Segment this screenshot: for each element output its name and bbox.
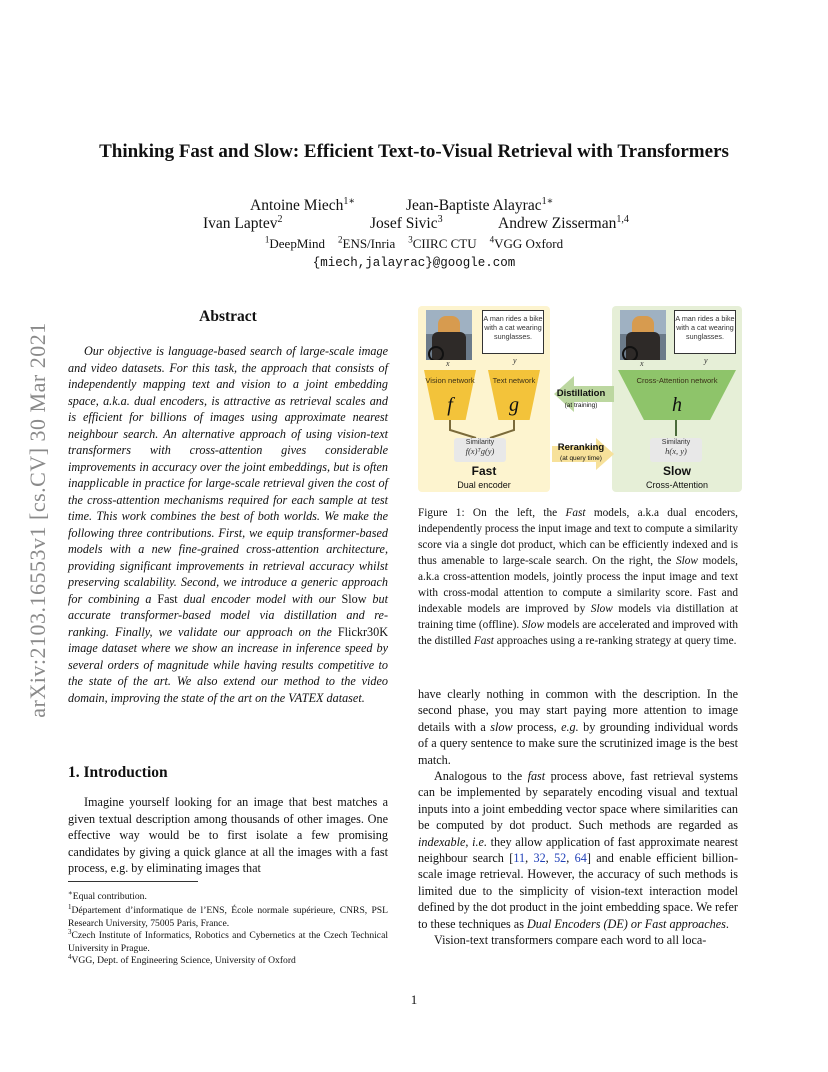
var-x-slow: x <box>640 359 644 368</box>
text-network-symbol: g <box>509 394 519 416</box>
figure-1-caption: Figure 1: On the left, the Fast models, a.k.a dual encoders, independently process the input image and text to compute a similarity score via a single dot product, which can be efficiently indexed and is thus amenable to large-scale search. On the right, the Slow models, a.k.a cross-attention models, jointly process the input image and text with cross-modal attention to compute a similarity score. Fast and indexable models are improved by Slow models via distillation at training time (offline). Slow models are accelerated and improved with the distilled Fast approaches using a re-ranking strategy at query time. <box>418 507 738 647</box>
var-x-fast: x <box>446 359 450 368</box>
reranking-note: (at query time) <box>560 455 602 462</box>
cross-attention-label: Cross-Attention network <box>636 376 718 385</box>
section-heading-introduction: 1. Introduction <box>68 764 168 781</box>
vision-network-symbol: f <box>447 394 453 416</box>
right-column-body <box>418 686 738 949</box>
input-caption-slow: A man rides a bike with a cat wearing sunglasses. <box>674 310 736 354</box>
affiliation-2: $^2$ENS/Inria <box>338 235 396 252</box>
citation-link[interactable]: 32 <box>533 851 546 866</box>
cross-attention-symbol: h <box>672 394 682 416</box>
slow-similarity-label: Similarity <box>661 439 691 446</box>
var-y-slow: y <box>704 356 708 365</box>
affiliation-1: $^1$DeepMind <box>264 235 325 252</box>
arrow-vision-to-sim <box>450 420 476 438</box>
author-alayrac: Jean-Baptiste Alayrac$^{1∗}$ <box>406 196 554 215</box>
citation-link[interactable]: 64 <box>574 851 587 866</box>
author-zisserman: Andrew Zisserman$^{1,4}$ <box>498 214 629 233</box>
affiliation-3: $^3$CIIRC CTU <box>408 235 477 252</box>
abstract-heading: Abstract <box>199 308 257 325</box>
input-image-slow <box>620 310 666 360</box>
citation-link[interactable]: 11 <box>513 851 526 866</box>
slow-subtitle: Cross-Attention <box>645 480 709 490</box>
author-laptev: Ivan Laptev$^2$ <box>203 214 283 233</box>
footnote-rule <box>68 881 198 882</box>
footnote-equal-contribution: ∗Equal contribution. <box>68 889 147 903</box>
author-miech: Antoine Miech$^{1∗}$ <box>250 196 356 215</box>
footnote-ens: $^1$Département d’informatique de l’ENS, École normale supérieure, CNRS, PSL Research University, 75005 Paris, France. <box>68 903 388 929</box>
paragraph-second-phase: have clearly nothing in common with the description. In the second phase, you may start paying more attention to image details with a slow process, e.g. by grounding individual words of a query sentence to make sure the scrutinized image is the best match. <box>418 687 738 767</box>
contact-email: {miech,jalayrac}@google.com <box>312 256 516 270</box>
fast-similarity-formula: f(x)ᵀg(y) <box>465 446 495 456</box>
arrow-text-to-sim <box>490 420 514 438</box>
author-sivic: Josef Sivic$^3$ <box>370 214 443 233</box>
arxiv-identifier: arXiv:2103.16553v1 [cs.CV] 30 Mar 2021 <box>25 322 50 718</box>
vision-network-label: Vision network <box>425 376 475 385</box>
footnote-vgg: $^4$VGG, Dept. of Engineering Science, University of Oxford <box>68 953 296 967</box>
reranking-label: Reranking <box>557 442 605 453</box>
input-caption-fast: A man rides a bike with a cat wearing sunglasses. <box>482 310 544 354</box>
arxiv-sidebar-stamp <box>8 280 68 760</box>
text-network-label: Text network <box>492 376 536 385</box>
citation-link[interactable]: 52 <box>554 851 567 866</box>
fast-subtitle: Dual encoder <box>457 480 511 490</box>
fast-similarity-label: Similarity <box>465 439 495 446</box>
paper-title: Thinking Fast and Slow: Efficient Text-to-Visual Retrieval with Transformers <box>99 141 729 162</box>
distillation-note: (at training) <box>564 402 598 409</box>
figure-1-diagram <box>418 306 742 492</box>
abstract-text: Our objective is language-based search of large-scale image and video datasets. For this task, the approach that consists of independently mapping text and vision to a joint embedding space, a.k.a. dual encoders, is attractive as retrieval scales and is efficient for billions of images using approximate nearest neighbour search. An alternative approach of using vision-text transformers with cross-attention gives considerable improvements in accuracy over the joint embeddings, but is often inapplicable in practice for large-scale retrieval given the cost of the cross-attention mechanisms required for each sample at test time. This work combines the best of both worlds. We make the following three contributions. First, we equip transformer-based models with a new fine-grained cross-attention architecture, providing significant improvements in retrieval accuracy whilst preserving scalability. Second, we introduce a generic approach for combining a Fast dual encoder model with our Slow but accurate transformer-based model via distillation and re-ranking. Finally, we validate our approach on the Flickr30K image dataset where we show an increase in inference speed by several orders of magnitude while having results competitive to the state of the art. We also extend our method to the video domain, improving the state of the art on the VATEX dataset. <box>68 344 388 705</box>
introduction-text: Imagine yourself looking for an image that best matches a given textual description among thousands of other images. One effective way would be to first isolate a few promising candidates by giving a quick glance at all the images with a fast process, e.g. by eliminating images that <box>68 795 388 875</box>
affiliation-4: $^4$VGG Oxford <box>489 235 564 252</box>
slow-similarity-box <box>650 438 702 462</box>
distillation-label: Distillation <box>556 388 606 399</box>
slow-title: Slow <box>662 464 691 478</box>
slow-similarity-formula: h(x, y) <box>665 446 687 456</box>
affiliations <box>0 235 828 252</box>
page-number: 1 <box>410 992 418 1007</box>
paragraph-fast-retrieval: Analogous to the fast process above, fast retrieval systems can be implemented by separately encoding visual and textual inputs into a joint embedding vector space where similarities can be computed by dot product. Such methods are regarded as indexable, i.e. they allow application of fast approximate nearest neighbour search [11, 32, 52, 64] and enable efficient billion-scale image retrieval. However, the accuracy of such methods is limited due to the simplicity of vision-text interaction model defined by the dot product in the joint embedding space. We refer to these techniques as Dual Encoders (DE) or Fast approaches. <box>418 769 739 931</box>
paragraph-vision-text-transformers: Vision-text transformers compare each word to all loca- <box>434 933 707 948</box>
footnote-ciirc: $^3$Czech Institute of Informatics, Robotics and Cybernetics at the Czech Technical University in Prague. <box>68 928 388 954</box>
fast-similarity-box <box>454 438 506 462</box>
var-y-fast: y <box>513 356 517 365</box>
fast-title: Fast <box>471 464 497 478</box>
